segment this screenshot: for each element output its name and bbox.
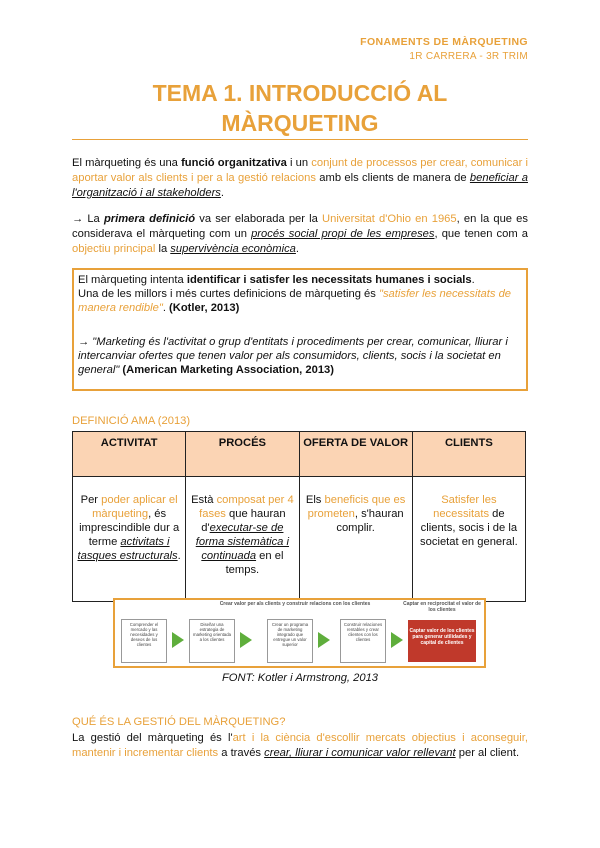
box-text: .	[471, 274, 475, 286]
cell-text: , és imprescindible dur a terme	[79, 508, 180, 548]
ama-cell-activitat	[73, 477, 186, 602]
gestio-underlined: crear, lliurar i comunicar valor rellevant	[264, 747, 456, 759]
definition-text: la	[155, 243, 171, 255]
ama-cell-clients	[412, 477, 525, 602]
box-text: El màrqueting intenta	[78, 274, 187, 286]
ama-header-cell: OFERTA DE VALOR	[299, 432, 412, 477]
gestio-text: per al client.	[455, 747, 520, 759]
definition-text: , que tenen com a	[434, 228, 529, 240]
definition-bold: primera definició	[103, 213, 196, 225]
cell-text: Està	[191, 494, 217, 506]
course-term: 1R CARRERA - 3R TRIM	[409, 51, 528, 62]
course-header	[360, 36, 528, 62]
intro-underlined: beneficiar a l'organització i al stakeholders	[72, 172, 528, 199]
figure-step: Comprender el mercado y las necesidades y deseos de los clientes	[121, 619, 167, 663]
intro-highlight: conjunt de processos per crear, comunicar i aportar valor als clients i per a la gestió relacions	[72, 157, 528, 184]
definition-paragraph	[72, 212, 528, 257]
course-name: FONAMENTS DE MÀRQUETING	[360, 36, 528, 48]
title-line-2: MÀRQUETING	[221, 110, 379, 136]
intro-text: .	[220, 187, 225, 199]
title-line-1: TEMA 1. INTRODUCCIÓ AL	[152, 80, 448, 106]
definition-text: , en la que es considerava el màrqueting com un	[72, 213, 528, 240]
cell-text: Els	[305, 494, 325, 506]
cell-text: .	[177, 550, 181, 562]
marketing-process-figure	[113, 598, 486, 668]
cell-highlight: beneficis que es prometen	[307, 494, 406, 520]
box-line-3	[78, 335, 526, 377]
definition-underlined: procés social propi de les empreses	[251, 228, 435, 240]
intro-text: amb els clients de manera de	[315, 172, 470, 184]
box-text: .	[162, 302, 170, 314]
definition-text: va ser elaborada per la	[195, 213, 323, 225]
ama-body-row	[73, 477, 526, 602]
figure-step: Diseñar una estrategia de marketing orientada a los clientes	[189, 619, 235, 663]
cell-text: de clients, socis i de la societat en general.	[420, 508, 518, 548]
figure-header-right: Captar en reciprocitat el valor de los clientes	[403, 601, 481, 613]
ama-header-cell: ACTIVITAT	[73, 432, 186, 477]
cell-text: que hauran d'	[201, 508, 286, 534]
arrow-right-icon	[240, 632, 252, 648]
ama-cell-oferta	[299, 477, 412, 602]
definition-highlight: Universitat d'Ohio en 1965	[322, 213, 457, 225]
ama-table	[72, 431, 526, 602]
definitions-box	[72, 268, 528, 391]
arrow-right-icon	[318, 632, 330, 648]
arrow-right-icon	[391, 632, 403, 648]
definition-underlined: supervivència econòmica	[170, 243, 296, 255]
ama-header-cell: PROCÉS	[186, 432, 299, 477]
cell-highlight: poder aplicar el màrqueting	[92, 494, 178, 520]
gestio-highlight: art i la ciència d'escollir mercats objectius i aconseguir, mantenir i incrementar clients	[72, 732, 528, 759]
box-bold: identificar i satisfer les necessitats humanes i socials	[186, 274, 472, 286]
cell-underlined: activitats i tasques estructurals	[77, 536, 178, 562]
gestio-text: La gestió del màrqueting és l'	[72, 732, 233, 744]
cell-text: , s'hauran complir.	[336, 508, 404, 534]
page-title	[72, 78, 528, 138]
ama-heading: DEFINICIÓ AMA (2013)	[72, 415, 191, 427]
figure-step: Construir relaciones rentables y crear clientes con los clientes	[340, 619, 386, 663]
figure-header-left: Crear valor per als clients y construir relacions con los clientes	[219, 601, 371, 607]
box-line-1	[78, 273, 526, 287]
box-line-2	[78, 287, 526, 315]
cell-highlight: Satisfer les necessitats	[433, 494, 497, 520]
cell-highlight: composat per 4 fases	[199, 494, 294, 520]
figure-caption: FONT: Kotler i Armstrong, 2013	[221, 672, 379, 684]
box-text: Una de les millors i més curtes definicions de màrqueting és	[78, 288, 379, 300]
cell-text: en el temps.	[225, 550, 284, 576]
ama-header-row	[73, 432, 526, 477]
box-citation: (American Marketing Association, 2013)	[119, 364, 335, 376]
cell-underlined: executar-se de forma sistemàtica i continuada	[195, 522, 289, 562]
intro-bold: funció organitzativa	[181, 157, 287, 169]
cell-text: Per	[80, 494, 102, 506]
intro-paragraph	[72, 156, 528, 201]
definition-text: .	[295, 243, 300, 255]
definition-text: → La	[72, 213, 104, 225]
gestio-paragraph	[72, 731, 528, 761]
title-divider	[72, 139, 528, 140]
ama-header-cell: CLIENTS	[412, 432, 525, 477]
gestio-heading: QUÉ ÉS LA GESTIÓ DEL MÀRQUETING?	[72, 716, 286, 728]
gestio-text: a través	[218, 747, 265, 759]
intro-text: i un	[286, 157, 312, 169]
arrow-right-icon	[172, 632, 184, 648]
box-citation: (Kotler, 2013)	[169, 302, 240, 314]
box-ama-quote: → "Marketing és l'activitat o grup d'entitats i procediments per crear, comunicar, lliurar i intercanviar ofertes que tenen valor per als consumidors, clients, socis i la societat en general"	[78, 336, 508, 376]
box-quote: "satisfer les necessitats de manera rendible"	[78, 288, 512, 314]
definition-highlight: objectiu principal	[72, 243, 156, 255]
intro-text: El màrqueting és una	[72, 157, 182, 169]
figure-result: Captar valor de los clientes para generar utilidades y capital de clientes	[408, 620, 476, 662]
ama-cell-proces	[186, 477, 299, 602]
figure-step: Crear un programa de marketing integrado que entregue un valor superior	[267, 619, 313, 663]
